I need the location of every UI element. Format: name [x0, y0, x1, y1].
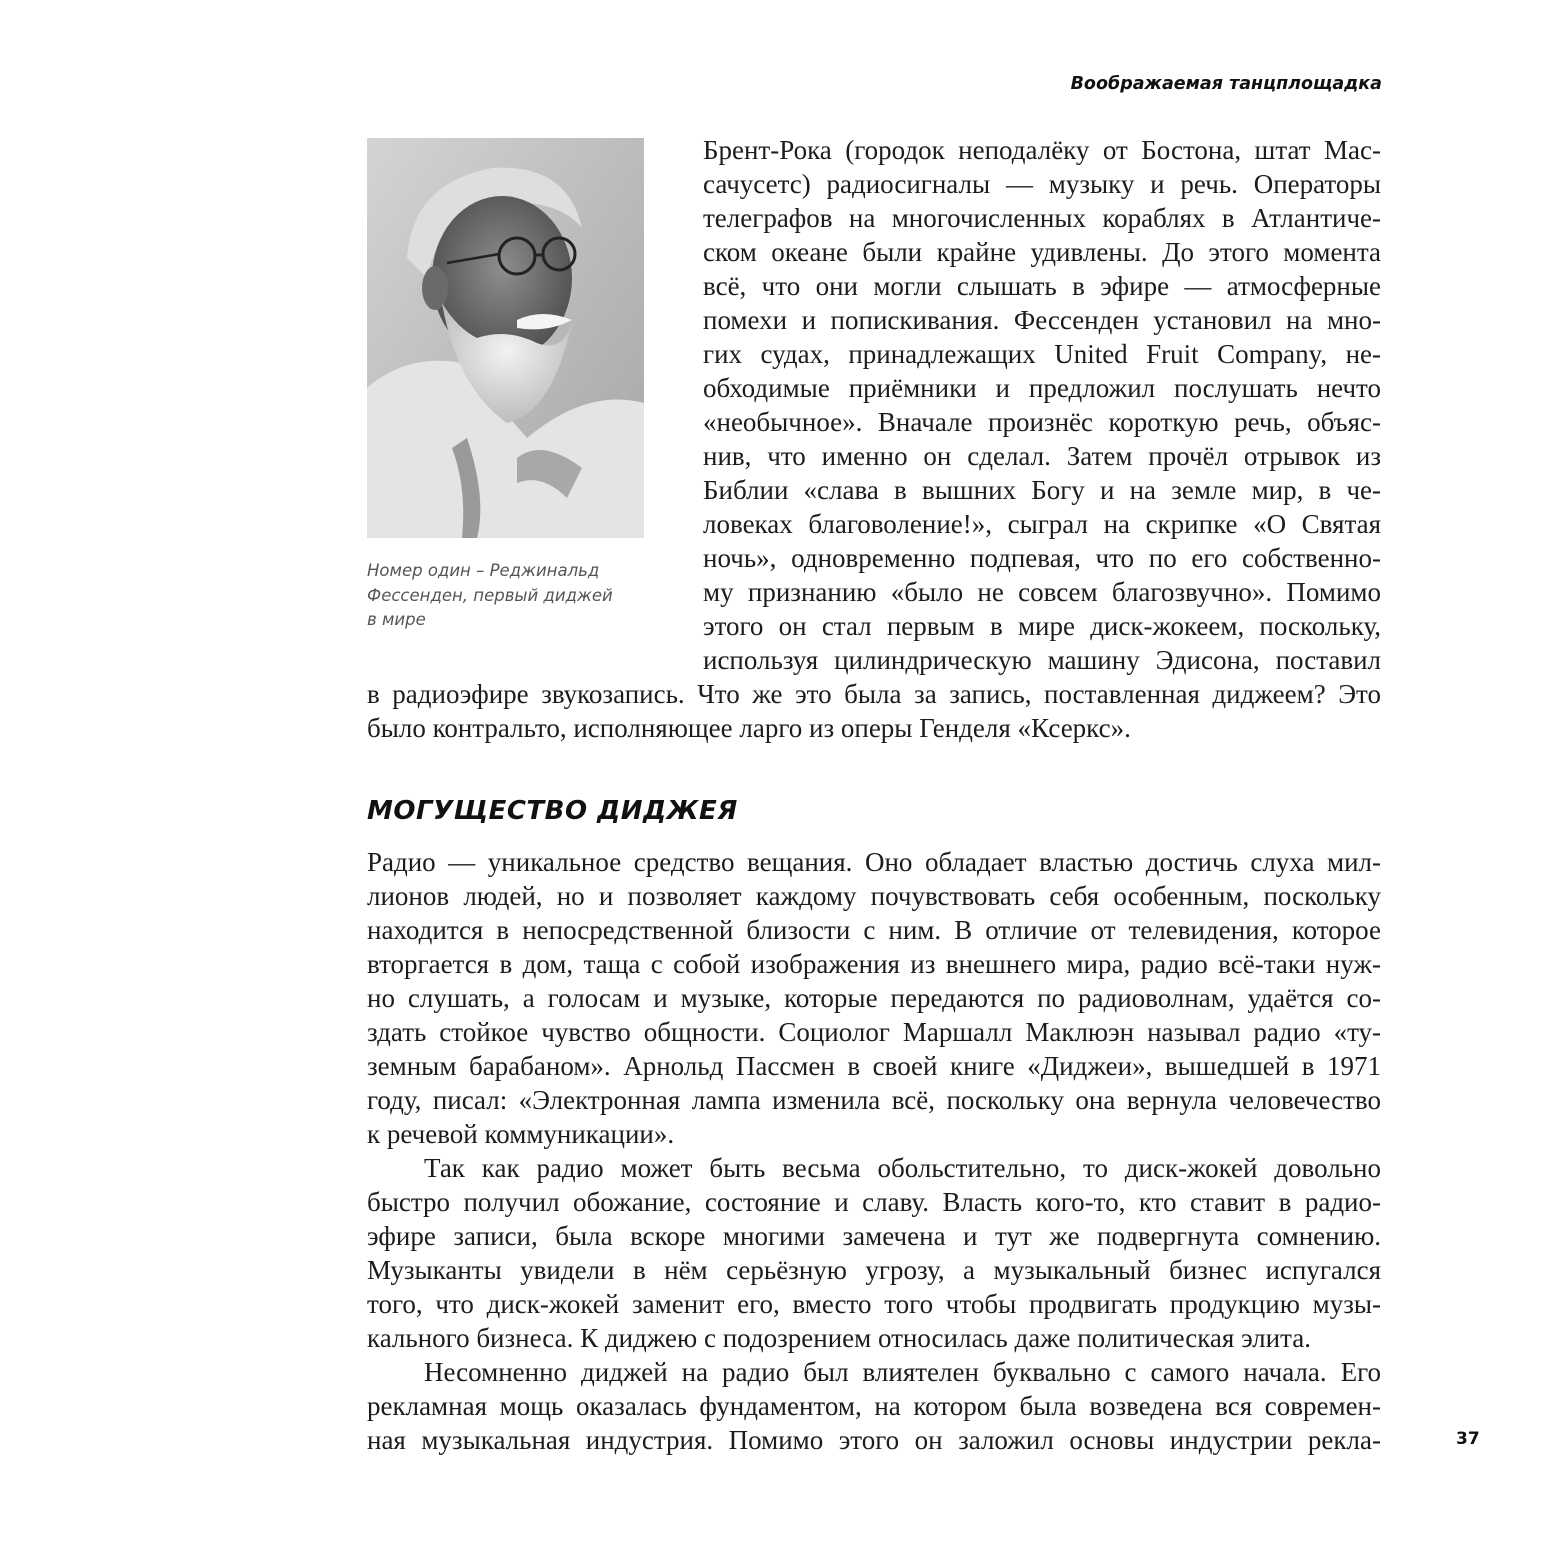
- text-line: было контральто, исполняющее ларго из оперы Генделя «Ксеркс».: [367, 713, 1131, 743]
- paragraph-2: [367, 1151, 1381, 1355]
- narrow-column-text: [703, 133, 1381, 677]
- text-line: того, что диск-жокей заменит его, вместо того чтобы продвигать продукцию музы-: [367, 1289, 1381, 1319]
- text-line: этого он стал первым в мире диск-жокеем, поскольку,: [703, 611, 1381, 641]
- text-line: Брент-Рока (городок неподалёку от Бостона, штат Мас-: [703, 135, 1381, 165]
- text-line: рекламная мощь оказалась фундаментом, на котором была возведена вся современ-: [367, 1391, 1381, 1421]
- text-line: но слушать, а голосам и музыке, которые передаются по радиоволнам, удаётся со-: [367, 983, 1381, 1013]
- text-line: вторгается в дом, таща с собой изображения из внешнего мира, радио всё-таки нуж-: [367, 949, 1381, 979]
- photo-caption: [367, 559, 667, 633]
- text-line: к речевой коммуникации».: [367, 1119, 675, 1149]
- text-line: находится в непосредственной близости с ним. В отличие от телевидения, которое: [367, 915, 1381, 945]
- text-line: ночь», одновременно подпевая, что по его собственно-: [703, 543, 1381, 573]
- text-line: быстро получил обожание, состояние и славу. Власть кого-то, кто ставит в радио-: [367, 1187, 1381, 1217]
- text-line: Несомненно диджей на радио был влиятелен буквально с самого начала. Его: [424, 1357, 1381, 1387]
- section-heading: МОГУЩЕСТВО ДИДЖЕЯ: [367, 796, 738, 826]
- full-width-text: [367, 677, 1381, 745]
- text-line: ная музыкальная индустрия. Помимо этого он заложил основы индустрии рекла-: [367, 1425, 1381, 1455]
- text-line: помехи и попискивания. Фессенден установил на мно-: [703, 305, 1381, 335]
- section-body: [367, 845, 1381, 1457]
- text-line: Библии «слава в вышних Богу и на земле мир, в че-: [703, 475, 1381, 505]
- text-line: используя цилиндрическую машину Эдисона, поставил: [703, 645, 1381, 675]
- text-line: сачусетс) радиосигналы — музыку и речь. Операторы: [703, 169, 1381, 199]
- running-head: Воображаемая танцплощадка: [1070, 74, 1382, 94]
- caption-line: Номер один – Реджинальд: [367, 561, 600, 580]
- caption-line: в мире: [367, 610, 426, 629]
- text-line: лионов людей, но и позволяет каждому почувствовать себя особенным, поскольку: [367, 881, 1381, 911]
- text-line: здать стойкое чувство общности. Социолог Маршалл Маклюэн называл радио «ту-: [367, 1017, 1381, 1047]
- text-line: эфире записи, была вскоре многими замечена и тут же подвергнута сомнению.: [367, 1221, 1381, 1251]
- page-number: 37: [1456, 1429, 1480, 1449]
- text-line: земным барабаном». Арнольд Пассмен в своей книге «Диджеи», вышедшей в 1971: [367, 1051, 1381, 1081]
- portrait-photo: [367, 138, 644, 538]
- caption-line: Фессенден, первый диджей: [367, 585, 613, 605]
- text-line: Так как радио может быть весьма обольстительно, то диск-жокей довольно: [424, 1153, 1381, 1183]
- text-line: ловеках благоволение!», сыграл на скрипке «О Святая: [703, 509, 1381, 539]
- text-line: телеграфов на многочисленных кораблях в Атлантиче-: [703, 203, 1381, 233]
- paragraph-3: [367, 1355, 1381, 1457]
- text-line: му признанию «было не совсем благозвучно». Помимо: [703, 577, 1381, 607]
- text-line: Радио — уникальное средство вещания. Оно обладает властью достичь слуха мил-: [367, 847, 1381, 877]
- text-line: в радиоэфире звукозапись. Что же это была за запись, поставленная диджеем? Это: [367, 679, 1381, 709]
- text-line: гих судах, принадлежащих United Fruit Company, не-: [703, 339, 1381, 369]
- paragraph-1: [367, 845, 1381, 1151]
- text-line: ском океане были крайне удивлены. До этого момента: [703, 237, 1381, 267]
- text-line: нив, что именно он сделал. Затем прочёл отрывок из: [703, 441, 1381, 471]
- text-line: всё, что они могли слышать в эфире — атмосферные: [703, 271, 1381, 301]
- text-line: кального бизнеса. К диджею с подозрением относилась даже политическая элита.: [367, 1323, 1311, 1353]
- text-line: «необычное». Вначале произнёс короткую речь, объяс-: [703, 407, 1381, 437]
- text-line: году, писал: «Электронная лампа изменила всё, поскольку она вернула человечество: [367, 1085, 1381, 1115]
- text-line: обходимые приёмники и предложил послушать нечто: [703, 373, 1381, 403]
- text-line: Музыканты увидели в нём серьёзную угрозу, а музыкальный бизнес испугался: [367, 1255, 1381, 1285]
